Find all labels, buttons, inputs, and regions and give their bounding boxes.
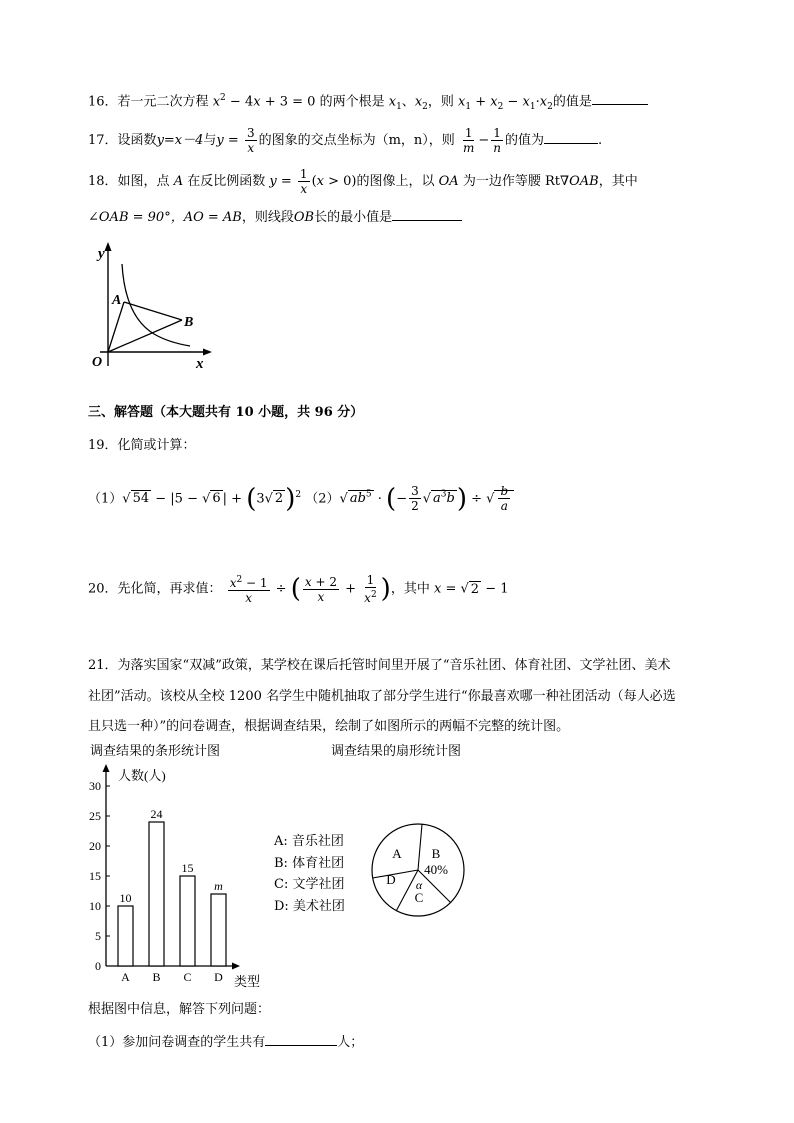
fraction-1-over-m: $\frac{1}{m}$ <box>462 126 475 155</box>
pie-chart <box>368 822 468 922</box>
axis-label-y: y <box>98 246 105 262</box>
y-tick-label: 30 <box>89 779 101 793</box>
question-21-prompt: 根据图中信息，解答下列问题： <box>88 1002 271 1017</box>
pie-chart-title: 调查结果的扇形统计图 <box>331 744 462 759</box>
chart-legend <box>274 831 345 917</box>
question-21-sub1: （1）参加问卷调查的学生共有 人； <box>88 1031 363 1053</box>
y-tick-label: 20 <box>89 839 101 853</box>
y-tick-label: 5 <box>95 929 101 943</box>
question-21-line2: 社团”活动。该校从全校 1200 名学生中随机抽取了部分学生进行“你最喜欢哪一种社团活动（每人必选 <box>88 689 676 704</box>
y-tick-label: 25 <box>89 809 101 823</box>
y-axis-arrow <box>103 764 110 772</box>
question-20: 20．先化简，再求值： $\frac{x^2 - 1}{x}$ ÷ ( $\frac{x + 2}{x}$ + $\frac{1}{x^2}$ )，其中 x = √ 2 − 1 <box>88 573 509 605</box>
legend-item-d: D: 美术社团 <box>274 898 345 914</box>
answer-blank-16[interactable] <box>592 90 648 105</box>
legend-item-a: A: 音乐社团 <box>274 834 344 849</box>
x-tick-label-d: D <box>214 970 223 984</box>
bar-data-label-c: 15 <box>181 861 194 875</box>
bar-data-label-b: 24 <box>150 807 163 821</box>
pie-slice-percent-b: 40% <box>424 862 448 877</box>
section-3-heading: 三、解答题（本大题共有 10 小题，共 96 分） <box>88 405 364 420</box>
legend-item-c: C: 文学社团 <box>274 877 345 892</box>
answer-blank-17[interactable] <box>544 129 598 144</box>
point-label-b: B <box>184 315 194 330</box>
question-21-line3: 且只选一种）”的问卷调查，根据调查结果，绘制了如图所示的两幅不完整的统计图。 <box>88 719 570 734</box>
figure-18-graph <box>86 238 220 370</box>
y-tick-label: 10 <box>89 899 101 913</box>
question-18-line1: 18．如图，点 A 在反比例函数 y = $\frac{1}{x}$ (x > 0)的图像上，以 OA 为一边作等腰 Rt∇OAB，其中 <box>88 167 638 196</box>
x-tick-label-b: B <box>152 970 161 984</box>
axis-label-x: x <box>196 356 204 370</box>
bar-data-label-d: m <box>214 879 223 893</box>
bar-chart-title: 调查结果的条形统计图 <box>90 744 221 759</box>
point-label-a: A <box>112 293 122 308</box>
pie-slice-label-b: B <box>431 846 441 861</box>
bar-a <box>118 906 133 966</box>
fraction-3-over-x: $\frac{3}{x}$ <box>246 126 255 155</box>
answer-blank-21-1[interactable] <box>265 1031 337 1046</box>
bar-c <box>180 876 195 966</box>
x-tick-label-a: A <box>121 970 130 984</box>
x-axis-label: 类型 <box>234 974 261 989</box>
question-21-line1: 21．为落实国家“双减”政策，某学校在课后托管时间里开展了“音乐社团、体育社团、文学社团、美术 <box>88 658 671 673</box>
y-tick-label: 15 <box>89 869 101 883</box>
x-tick-label-c: C <box>183 970 192 984</box>
bar-chart <box>84 760 284 996</box>
fraction-1-over-x: $\frac{1}{x}$ <box>299 167 308 196</box>
answer-blank-18[interactable] <box>392 206 462 221</box>
question-19-title: 19．化简或计算： <box>88 438 196 453</box>
pie-angle-alpha: α <box>415 878 423 892</box>
pie-slice-label-c: C <box>414 890 424 905</box>
x-axis-arrow <box>232 963 240 970</box>
bar-d <box>211 894 226 966</box>
pie-slice-label-a: A <box>392 846 402 861</box>
question-16: 16．若一元二次方程 $x^2 - 4x + 3 = 0$ 的两个根是 $x_1$、$x_2$，则 $x_1 + x_2 - x_1\cdot x_2$的值是 <box>88 88 648 117</box>
question-17: 17．设函数y=x－4与y = $\frac{3}{x}$ 的图象的交点坐标为（m，n），则 $\frac{1}{m}$ − $\frac{1}{n}$ 的值为 . <box>88 126 603 155</box>
question-18-line2: ∠OAB = 90°，AO = AB，则线段OB长的最小值是 <box>88 206 462 228</box>
y-tick-label: 0 <box>95 959 101 973</box>
bar-b <box>149 822 164 966</box>
pie-slice-label-d: D <box>386 872 396 887</box>
fraction-1-over-n: $\frac{1}{n}$ <box>493 126 501 155</box>
point-label-o: O <box>92 355 103 370</box>
y-axis-label: 人数(人) <box>118 768 166 783</box>
bar-data-label-a: 10 <box>119 891 132 905</box>
legend-item-b: B: 体育社团 <box>274 855 345 871</box>
question-19-expressions: （1）√ 54 − |5 − √ 6 | + (3√ 2)$^2$ （2）√ $ab^5$ · (− $\frac{3}{2}$ √ $a^3b$) ÷ √ $\frac{b}{a}$ <box>88 482 514 513</box>
